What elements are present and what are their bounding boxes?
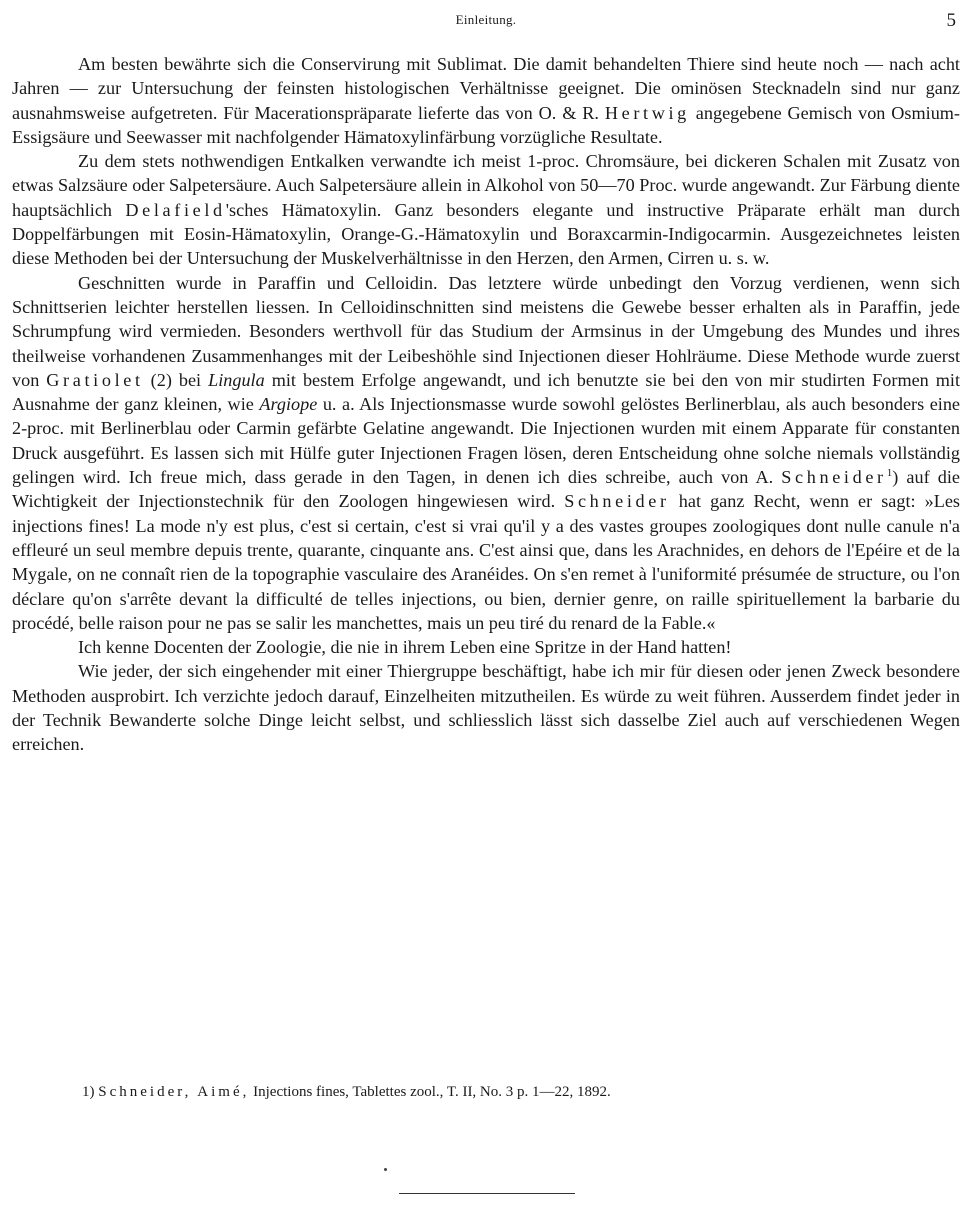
paragraph-decalcification	[12, 149, 960, 270]
genus-name: Argiope	[259, 394, 318, 415]
paragraph-docents: Ich kenne Docenten der Zoologie, die nie in ihrem Leben eine Spritze in der Hand hatten!	[78, 637, 732, 658]
author-name: Schneider	[564, 491, 670, 512]
author-name: Schneider	[781, 467, 887, 488]
paragraph-text: hat ganz Recht, wenn er sagt: »Les injections fines! La mode n'y est plus, c'est si certain, c'est si vrai qu'il y a des vastes groupes zoologiques dont nulle canule n'a effleuré un seul membre depuis trente, quarante, cinquante ans. C'est ainsi que, dans les Arachnides, en dehors de l'Epéire et de la Mygale, on ne connaît rien de la topographie vasculaire des Aranéides. On s'en remet à l'uniformité présumée de structure, ou l'on déclare qu'on s'arrête devant la difficulté de telles injections, ou bien, dernier genre, on raille spirituellement la barbarie du procédé, belle raison pour ne pas se salir les manchettes, mais un peu tiré du renard de la Fable.«	[12, 491, 961, 633]
paragraph-text: (2) bei	[143, 369, 209, 390]
author-name: Gratiolet	[46, 369, 144, 390]
footnote	[82, 1082, 942, 1102]
paragraph-text: 'sches Hämatoxylin. Ganz besonders elegante und instructive Präparate erhält man durch Doppelfärbungen mit Eosin-Hämatoxylin, Orange-G.-Hämatoxylin und Boraxcarmin-Indigocarmin. Ausgezeichnetes leisten diese Methoden bei der Untersuchung der Muskelverhältnisse in den Herzen, den Armen, Cirren u. s. w.	[12, 199, 961, 269]
author-name: Hertwig	[604, 102, 690, 123]
paragraph-sectioning	[12, 271, 960, 635]
footnote-text: Injections fines, Tablettes zool., T. II, No. 3 p. 1—22, 1892.	[249, 1084, 611, 1100]
paragraph-text: mit bestem Erfolge angewandt, und ich benutzte sie bei den von mir studirten Formen mit Ausnahme der ganz kleinen, wie	[12, 369, 961, 415]
paragraph-text: angegebene Gemisch von Osmium-Essigsäure und Seewasser mit nachfolgender Hämatoxylinfärbung vorzügliche Resultate.	[12, 102, 960, 147]
genus-name: Lingula	[208, 369, 265, 390]
paragraph-text: u. a. Als Injectionsmasse wurde sowohl gelöstes Berlinerblau, als auch besonders eine 2-proc. mit Berlinerblau oder Carmin gefärbte Gelatine angewandt. Die Injectionen wurden mit einem Apparate für constanten Druck ausgeführt. Es lassen sich mit Hülfe guter Injectionen Fragen lösen, deren Entscheidung ohne solche niemals vollständig gelingen wird. Ich freue mich, dass gerade in den Tagen, in denen ich dies schreibe, auch von A.	[12, 394, 960, 488]
bottom-rule	[399, 1193, 575, 1194]
paragraph-text: Geschnitten wurde in Paraffin und Celloidin. Das letztere würde unbedingt den Vorzug verdienen, wenn sich Schnittserien leichter herstellen liessen. In Celloidinschnitten sind meistens die Gewebe besser erhalten als in Paraffin, jede Schrumpfung wird vermieden. Besonders werthvoll für das Studium der Armsinus in der Umgebung des Mundes und ihres theilweise vorhandenen Zusammenhanges mit der Leibeshöhle sind Injectionen dieser Hohlräume. Diese Methode wurde zuerst von	[12, 272, 960, 390]
printer-dot	[384, 1168, 387, 1171]
paragraph-text: Am besten bewährte sich die Conservirung mit Sublimat. Die damit behandelten Thiere sind heute noch — nach acht Jahren — zur Untersuchung der feinsten histologischen Verhältnisse geeignet. Die ominösen Stecknadeln sind nur ganz ausnahmsweise aufgetreten. Für Macerationspräparate lieferte das von O. & R.	[12, 54, 960, 123]
page-number: 5	[946, 10, 956, 31]
paragraph-methods: Wie jeder, der sich eingehender mit einer Thiergruppe beschäftigt, habe ich mir für diesen oder jenen Zweck besondere Methoden ausprobirt. Ich verzichte jedoch darauf, Einzelheiten mitzutheilen. Es würde zu weit führen. Ausserdem findet jeder in der Technik Bewanderte solche Dinge leicht selbst, und schliesslich lässt sich dasselbe Ziel auch auf verschiedenen Wegen erreichen.	[12, 661, 960, 755]
paragraph-text: ) auf die Wichtigkeit der Injectionstechnik für den Zoologen hingewiesen wird.	[12, 467, 960, 512]
author-name: Delafield	[125, 199, 226, 220]
footnote-reference[interactable]: 1	[886, 466, 893, 479]
paragraph-text: Zu dem stets nothwendigen Entkalken verwandte ich meist 1-proc. Chromsäure, bei dickeren Schalen mit Zusatz von etwas Salzsäure oder Salpetersäure. Auch Salpetersäure allein in Alkohol von 50—70 Proc. wurde angewandt. Zur Färbung diente hauptsächlich	[12, 151, 961, 220]
footnote-marker: 1)	[82, 1084, 95, 1100]
body-text	[12, 52, 960, 757]
paragraph-conservation	[12, 52, 960, 149]
running-title: Einleitung.	[455, 12, 517, 27]
running-head	[0, 10, 972, 36]
footnote-author: Schneider, Aimé,	[98, 1084, 250, 1100]
